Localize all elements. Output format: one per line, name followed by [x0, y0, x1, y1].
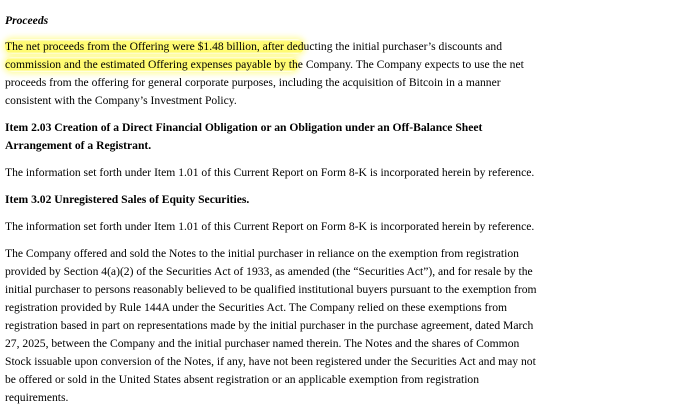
item-3-02-paragraph [5, 245, 680, 407]
heading-line: Item 2.03 Creation of a Direct Financial Obligation or an Obligation under an Off-Balance Sheet [5, 121, 483, 134]
paragraph-line: requirements. [5, 391, 69, 404]
proceeds-line [5, 38, 680, 56]
paragraph-line: be offered or sold in the United States absent registration or an applicable exemption from registration [5, 373, 480, 386]
heading-line: Arrangement of a Registrant. [5, 139, 152, 152]
item-3-02-body: The information set forth under Item 1.01 of this Current Report on Form 8-K is incorporated herein by reference. [5, 220, 535, 233]
proceeds-heading: Proceeds [5, 14, 49, 27]
paragraph-line: initial purchaser to persons reasonably believed to be qualified institutional buyers pursuant to the exemption from [5, 283, 537, 296]
item-3-02-heading: Item 3.02 Unregistered Sales of Equity Securities. [5, 193, 250, 206]
proceeds-line [5, 92, 680, 110]
line-text: proceeds from the offering for general corporate purposes, including the acquisition of Bitcoin in a manner [5, 76, 501, 89]
highlighted-text: commission and the estimated Offering expenses payable by th [5, 58, 298, 71]
line-text: e Company. The Company expects to use the net [297, 58, 524, 71]
paragraph-line: registration provided by Rule 144A under the Securities Act. The Company relied on these exemptions from [5, 301, 508, 314]
item-2-03-body: The information set forth under Item 1.01 of this Current Report on Form 8-K is incorporated herein by reference. [5, 166, 535, 179]
highlighted-text: The net proceeds from the Offering were $1.48 billion, after ded [5, 40, 304, 53]
paragraph-line: provided by Section 4(a)(2) of the Securities Act of 1933, as amended (the “Securities Act”), and for resale by the [5, 265, 533, 278]
paragraph-line: The Company offered and sold the Notes to the initial purchaser in reliance on the exemption from registration [5, 247, 519, 260]
proceeds-paragraph [5, 38, 680, 110]
line-text: consistent with the Company’s Investment Policy. [5, 94, 237, 107]
proceeds-line [5, 74, 680, 92]
proceeds-line [5, 56, 680, 74]
item-2-03-heading [5, 119, 680, 155]
line-text: ucting the initial purchaser’s discounts and [303, 40, 502, 53]
paragraph-line: Stock issuable upon conversion of the Notes, if any, have not been registered under the Securities Act and may not [5, 355, 536, 368]
paragraph-line: registration based in part on representations made by the initial purchaser in the purchase agreement, dated March [5, 319, 534, 332]
paragraph-line: 27, 2025, between the Company and the initial purchaser named therein. The Notes and the shares of Common [5, 337, 520, 350]
